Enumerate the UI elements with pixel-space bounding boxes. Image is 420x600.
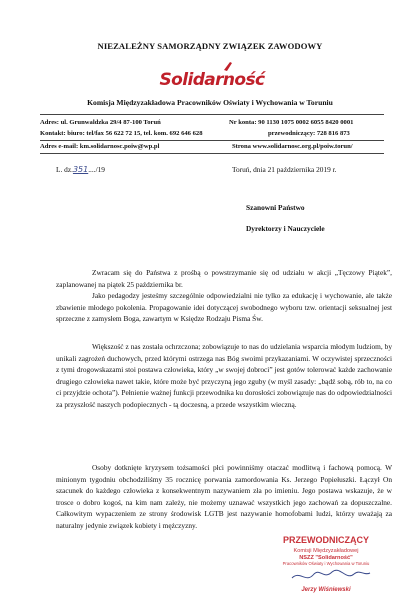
phone-text: Kontakt: biuro: tel/fax 56 622 72 15, tel. kom. 692 646 628 [40, 130, 203, 137]
header-rule-middle [40, 140, 384, 141]
header-rule-bottom [40, 153, 384, 154]
logo-text: Solidarność [159, 70, 265, 90]
address-text: Adres: ul. Grunwaldzka 29/4 87-100 Toruń [40, 119, 161, 126]
chairman-stamp [256, 534, 396, 596]
reference-handwritten: 351 [72, 165, 89, 174]
salutation: Szanowni Państwo [246, 203, 305, 212]
org-name: NIEZALEŻNY SAMORZĄDNY ZWIĄZEK ZAWODOWY [97, 41, 323, 51]
signature-name: Jerzy Wiśniewski [301, 587, 351, 593]
paragraph: Osoby dotknięte kryzysem tożsamości płci powinniśmy otaczać modlitwą i fachową pomocą. W minionym tygodniu obchodziliśmy 35 rocznicę porwania zamordowania Ks. Jerzego Popiełuszki. Łączył On szacunek do każdego człowieka z konsekwentnym nazywaniem zła po imieniu. Jego postawa wskazuje, że w trosce o dobro kogoś, na kim nam zależy, nie możemy uznawać wszystkich jego zachowań za dopuszczalne. Całkowitym wypaczeniem ze strony środowisk LGTB jest nazywanie homofobami ludzi, którzy uważają za naturalny jedynie związek kobiety i mężczyzny. [56, 463, 392, 530]
paragraph: Większość z nas została ochrzczona; zobowiązuje to nas do udzielania wsparcia młodym ludziom, by unikali zagrożeń duchowych, przed którymi ostrzega nas Bóg swoimi przykazaniami. W oczywistej sprzeczności z tymi drogowskazami stoi postawa człowieka, który „w swojej dobroci” jest gotów tolerować każde zachowanie drugiego człowieka nawet takie, które może być przyczyną jego zguby (w myśl zasady: „bądź sobą, rób to, na co ci przyjdzie ochota”). Pełnienie ważnej funkcji przewodnika ku dorosłości zobowiązuje nas do odpowiedzialności za przyszłość naszych podopiecznych - tą doczesną, a przede wszystkim wieczną. [56, 342, 392, 409]
signature-scribble [292, 570, 370, 578]
stamp-line-3: Pracowników Oświaty i Wychowania w Toruniu [282, 561, 370, 566]
date-place: Toruń, dnia 21 października 2019 r. [232, 165, 337, 174]
chairman-phone-text: przewodniczący: 728 816 873 [268, 130, 350, 137]
header-rule-top [40, 114, 384, 115]
stamp-line-1: Komisji Międzyzakładowej [293, 548, 359, 554]
email-text: Adres e-mail: km.solidarnosc.poiw@wp.pl [40, 143, 160, 150]
stamp-title: PRZEWODNICZĄCY [283, 535, 369, 545]
solidarnosc-logo [159, 60, 265, 96]
paragraph: Jako pedagodzy jesteśmy szczególnie odpowiedzialni nie tylko za edukację i wychowanie, ale także zbawienie młodego pokolenia. Propagowanie idei dotyczącej swobodnego wyboru tzw. orientacji seksualnej jest sprzeczne z zamysłem Boga, zawartym w Księdze Rodzaju Pisma Św. [56, 291, 392, 323]
paragraph: Zwracam się do Państwa z prośbą o powstrzymanie się od udziału w akcji „Tęczowy Piątek”, zaplanowanej na piątek 25 października br. [56, 268, 392, 289]
website-text: Strona www.solidarnosc.org.pl/poiw.torun/ [232, 143, 353, 150]
reference-number: L. dz.351..../19 [56, 165, 105, 174]
commission-name: Komisja Międzyzakładowa Pracowników Oświaty i Wychowania w Toruniu [87, 98, 333, 107]
stamp-line-2: NSZZ "Solidarność" [299, 555, 353, 561]
bank-account-text: Nr konta: 90 1130 1075 0002 6055 8420 0001 [229, 119, 354, 126]
addressee: Dyrektorzy i Nauczyciele [246, 224, 325, 233]
